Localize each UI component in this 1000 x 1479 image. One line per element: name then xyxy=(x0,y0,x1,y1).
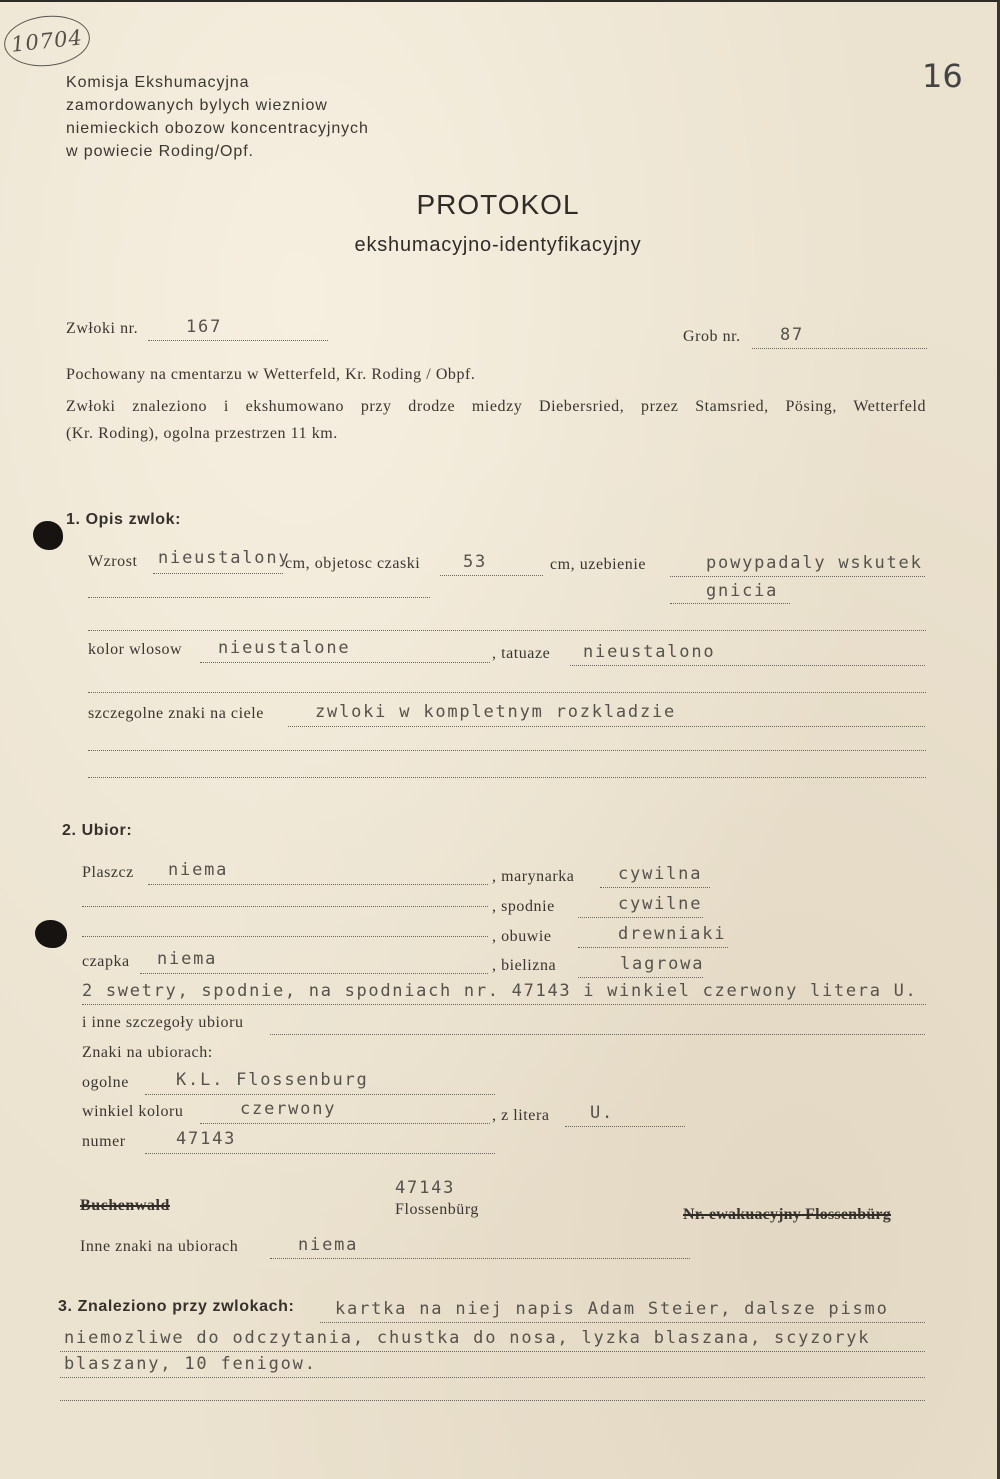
triangle-letter-line xyxy=(565,1106,685,1127)
header-line-3: niemieckich obozow koncentracyjnych xyxy=(66,120,369,137)
header-line-4: w powiecie Roding/Opf. xyxy=(66,143,254,160)
hair-color-value: nieustalone xyxy=(218,638,351,658)
burial-place: Pochowany na cmentarzu w Wetterfeld, Kr. Roding / Obpf. xyxy=(66,366,476,383)
general-marks-label: ogolne xyxy=(82,1074,129,1091)
body-number-line xyxy=(148,320,328,341)
triangle-letter-value: U. xyxy=(590,1103,615,1123)
prisoner-number-label: numer xyxy=(82,1133,126,1150)
grave-number-value: 87 xyxy=(780,325,805,345)
teeth-label: cm, uzebienie xyxy=(550,556,646,573)
body-number-label: Zwłoki nr. xyxy=(66,320,139,337)
skull-line xyxy=(440,555,543,576)
camp-buchenwald-struck: Buchenwald xyxy=(80,1197,170,1214)
blank-line xyxy=(88,757,926,778)
coat-label: Plaszcz xyxy=(82,864,134,881)
blank-line xyxy=(60,1380,925,1401)
cap-label: czapka xyxy=(82,953,130,970)
document-title: PROTOKOL xyxy=(416,189,580,220)
trousers-label: , spodnie xyxy=(492,898,555,915)
hole-punch-mark xyxy=(35,920,67,948)
body-marks-value: zwloki w kompletnym rozkladzie xyxy=(315,702,677,722)
grave-number-line xyxy=(752,328,927,349)
other-clothing-marks-value: niema xyxy=(298,1235,359,1255)
grave-number-label: Grob nr. xyxy=(683,328,741,345)
hair-color-label: kolor wlosow xyxy=(88,641,183,658)
header-line-2: zamordowanych bylych wiezniow xyxy=(66,97,328,114)
height-label: Wzrost xyxy=(88,553,138,570)
other-details-continuation-line xyxy=(270,1014,925,1035)
document-subtitle: ekshumacyjno-identyfikacyjny xyxy=(354,234,642,256)
blank-line xyxy=(88,577,430,598)
found-items-line-1: kartka na niej napis Adam Steier, dalsze pismo xyxy=(335,1299,889,1319)
jacket-label: , marynarka xyxy=(492,868,575,885)
page-number: 16 xyxy=(922,57,963,95)
tattoo-value: nieustalono xyxy=(583,642,716,662)
blank-line xyxy=(88,672,926,693)
triangle-color-value: czerwony xyxy=(240,1099,337,1119)
other-details-value: 2 swetry, spodnie, na spodniach nr. 47143 i winkiel czerwony litera U. xyxy=(82,981,918,1001)
clothing-marks-heading: Znaki na ubiorach: xyxy=(82,1044,213,1061)
archive-number-circled: 10704 xyxy=(2,12,93,71)
trousers-value: cywilne xyxy=(618,894,703,914)
found-location-line-1: Zwłoki znaleziono i ekshumowano przy drodze miedzy Diebersried, przez Stamsried, Pösing, Wetterfeld xyxy=(66,398,926,415)
other-details-label: i inne szczegoły ubioru xyxy=(82,1014,244,1031)
camp-flossenburg-number: 47143 xyxy=(395,1178,456,1198)
section-body-description-heading: 1. Opis zwlok: xyxy=(66,511,182,528)
teeth-value-line-1: powypadaly wskutek xyxy=(706,553,923,573)
shoes-value: drewniaki xyxy=(618,924,727,944)
other-clothing-marks-label: Inne znaki na ubiorach xyxy=(80,1238,239,1255)
blank-line xyxy=(82,916,488,937)
evacuation-number-struck: Nr. ewakuacyjny Flossenbürg xyxy=(683,1206,891,1223)
teeth-value-line-2: gnicia xyxy=(706,581,779,601)
section-found-items-heading: 3. Znaleziono przy zwlokach: xyxy=(58,1298,295,1315)
skull-label: cm, objetosc czaski xyxy=(285,555,421,572)
body-number-value: 167 xyxy=(186,317,223,337)
coat-value: niema xyxy=(168,860,229,880)
prisoner-number-value: 47143 xyxy=(176,1129,237,1149)
underwear-label: , bielizna xyxy=(492,957,557,974)
skull-value: 53 xyxy=(463,552,488,572)
camp-flossenburg: Flossenbürg xyxy=(395,1201,479,1218)
tattoo-label: , tatuaze xyxy=(492,645,551,662)
triangle-letter-label: , z litera xyxy=(492,1107,550,1124)
underwear-value: lagrowa xyxy=(620,954,705,974)
shoes-label: , obuwie xyxy=(492,928,552,945)
hole-punch-mark xyxy=(33,521,63,550)
jacket-value: cywilna xyxy=(618,864,703,884)
height-value: nieustalony xyxy=(158,548,291,568)
general-marks-value: K.L. Flossenburg xyxy=(176,1070,369,1090)
blank-line xyxy=(88,610,926,631)
found-items-line-2: niemozliwe do odczytania, chustka do nosa, lyzka blaszana, scyzoryk xyxy=(64,1328,871,1348)
found-items-line-3: blaszany, 10 fenigow. xyxy=(64,1354,317,1374)
found-location-line-2: (Kr. Roding), ogolna przestrzen 11 km. xyxy=(66,425,338,442)
cap-value: niema xyxy=(157,949,218,969)
blank-line xyxy=(88,730,926,751)
header-line-1: Komisja Ekshumacyjna xyxy=(66,74,250,91)
blank-line xyxy=(82,886,488,907)
triangle-color-label: winkiel koloru xyxy=(82,1103,184,1120)
section-clothing-heading: 2. Ubior: xyxy=(62,822,133,839)
body-marks-label: szczegolne znaki na ciele xyxy=(88,705,264,722)
